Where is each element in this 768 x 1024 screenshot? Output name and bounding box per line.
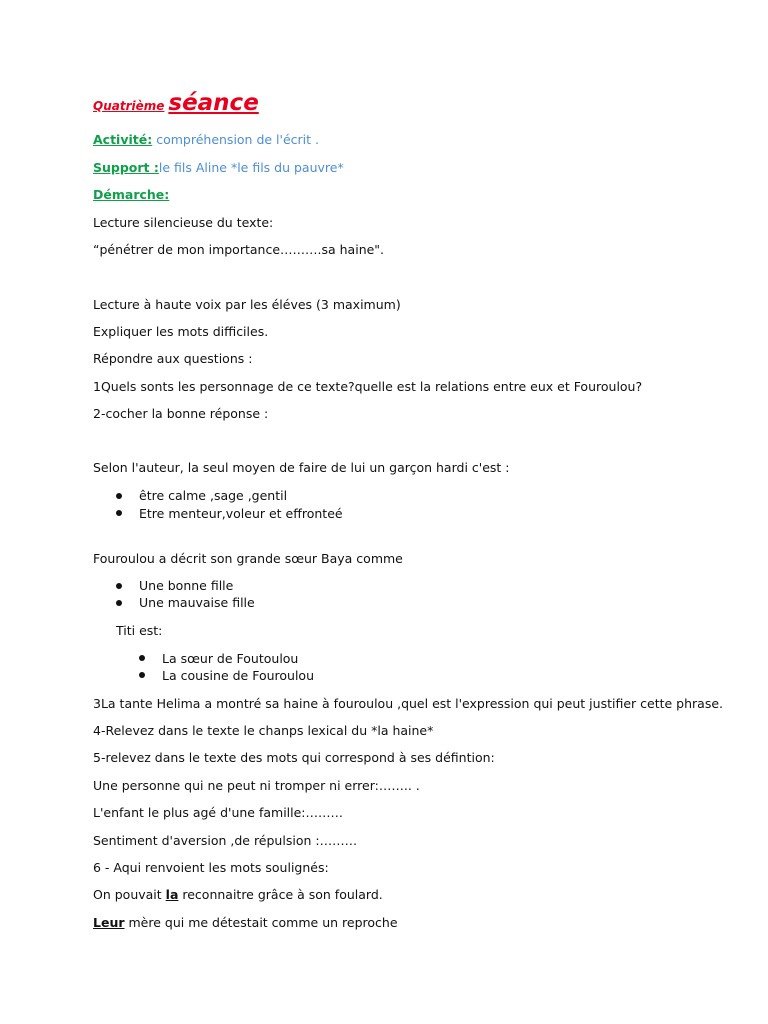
titi-line: Titi est: [116,623,163,638]
title-word-2: séance [168,90,259,116]
option-moyen-1: être calme ,sage ,gentil [139,488,288,503]
bullet-icon [116,493,122,499]
option-baya-1: Une bonne fille [139,578,234,593]
underlined-word-leur: Leur [93,915,125,930]
question-6: 6 - Aqui renvoient les mots soulignés: [93,860,329,875]
sentence-1-before: On pouvait [93,887,166,902]
activite-line [93,132,319,148]
bullet-icon [116,510,122,516]
question-3: 3La tante Helima a montré sa haine à fouroulou ,quel est l'expression qui peut justifier cette phrase. [93,696,723,711]
sentence-1 [93,887,383,903]
sentence-2-after: mère qui me détestait comme un reproche [124,915,398,930]
option-moyen-2: Etre menteur,voleur et effronteé [139,506,343,521]
definition-2: L'enfant le plus agé d'une famille:……… [93,805,344,820]
support-label: Support : [93,160,159,175]
question-4: 4-Relevez dans le texte le chanps lexical du *la haine* [93,723,434,738]
selon-line: Selon l'auteur, la seul moyen de faire de lui un garçon hardi c'est : [93,460,510,475]
option-titi-1: La sœur de Foutoulou [162,651,299,666]
citation: “pénétrer de mon importance……….sa haine". [93,242,385,257]
activite-label: Activité: [93,132,153,147]
page-title [93,90,259,116]
question-5: 5-relevez dans le texte des mots qui correspond à ses défintion: [93,750,495,765]
lecture-silencieuse: Lecture silencieuse du texte: [93,215,274,230]
bullet-icon [139,655,145,661]
support-line [93,160,344,176]
fouroulou-decrit: Fouroulou a décrit son grande sœur Baya comme [93,551,403,566]
demarche-label: Démarche: [93,187,170,202]
option-baya-2: Une mauvaise fille [139,595,255,610]
sentence-2 [93,915,398,931]
activite-value: compréhension de l'écrit . [152,132,319,147]
question-1: 1Quels sonts les personnage de ce texte?quelle est la relations entre eux et Fouroulou? [93,379,643,394]
lecture-haute: Lecture à haute voix par les éléves (3 maximum) [93,297,401,312]
bullet-icon [116,583,122,589]
underlined-word-la: la [165,887,179,902]
expliquer: Expliquer les mots difficiles. [93,324,269,339]
repondre: Répondre aux questions : [93,351,253,366]
title-word-1: Quatrième [93,99,165,113]
definition-1: Une personne qui ne peut ni tromper ni errer:…….. . [93,778,420,793]
question-2: 2-cocher la bonne réponse : [93,406,269,421]
option-titi-2: La cousine de Fouroulou [162,668,315,683]
demarche-line [93,187,169,203]
bullet-icon [139,672,145,678]
support-value: le fils Aline *le fils du pauvre* [158,160,344,175]
bullet-icon [116,600,122,606]
sentence-1-after: reconnaitre grâce à son foulard. [178,887,383,902]
definition-3: Sentiment d'aversion ,de répulsion :……… [93,833,358,848]
